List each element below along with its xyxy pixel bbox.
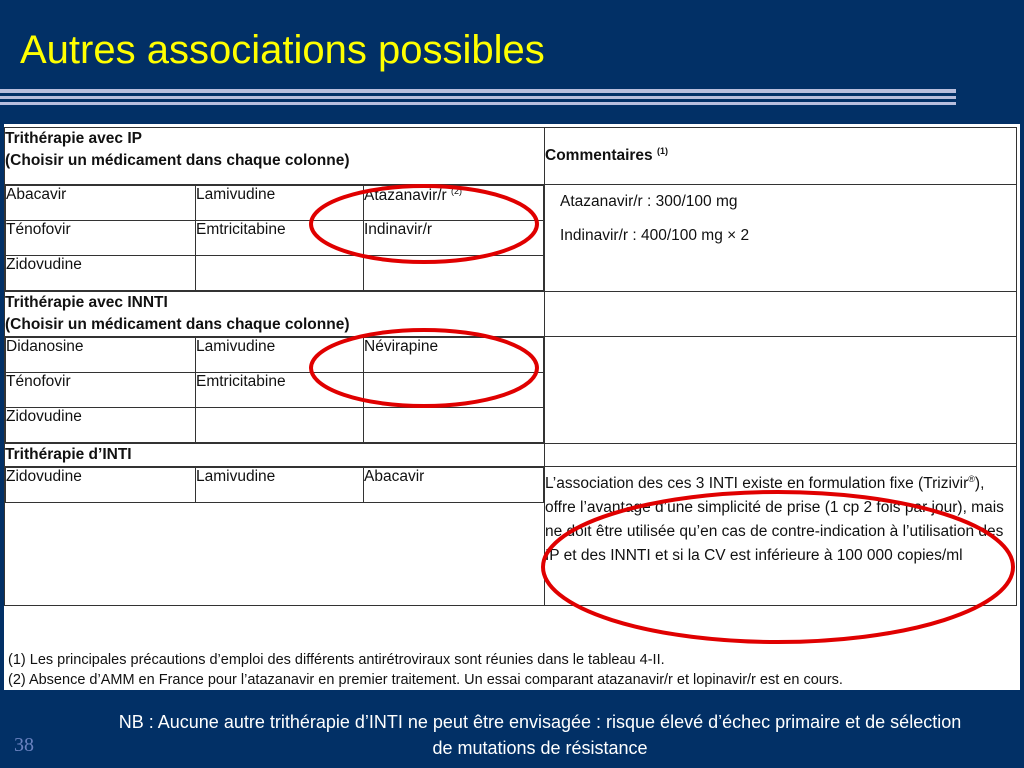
section-title: Trithérapie avec INNTI	[5, 294, 168, 311]
footnotes	[8, 650, 843, 690]
section-ip-body	[5, 185, 1017, 292]
drug-cell: Lamivudine	[196, 468, 364, 503]
footnote-ref: (2)	[451, 186, 463, 196]
drug-cell: Emtricitabine	[196, 373, 364, 408]
drug-cell: Ténofovir	[6, 221, 196, 256]
drug-cell: Atazanavir/r $^{(2)}$	[364, 186, 544, 221]
treatment-table	[4, 127, 1017, 606]
footnote: (2) Absence d’AMM en France pour l’atazanavir en premier traitement. Un essai comparant atazanavir/r et lopinavir/r est en cours.	[8, 672, 843, 688]
title-underline	[0, 89, 956, 105]
drug-cell: Abacavir	[6, 186, 196, 221]
table-row	[6, 186, 544, 221]
section-inti-body	[5, 467, 1017, 606]
table-row	[6, 408, 544, 443]
drug-cell: Zidovudine	[6, 468, 196, 503]
comments-header: Commentaires $^{(1)}$	[545, 128, 1017, 185]
table-row	[6, 338, 544, 373]
document-image	[4, 124, 1020, 690]
table-row	[6, 256, 544, 291]
drug-cell: Lamivudine	[196, 338, 364, 373]
drug-cell: Zidovudine	[6, 408, 196, 443]
table-row	[6, 221, 544, 256]
section-inti-header	[5, 444, 1017, 467]
slide-note: NB : Aucune autre trithérapie d’INTI ne peut être envisagée : risque élevé d’échec primaire et de sélection de mutations de résistance	[118, 712, 962, 758]
section-title: Trithérapie avec IP	[5, 130, 142, 147]
section-subtitle: (Choisir un médicament dans chaque colonne)	[5, 152, 350, 169]
section-innti-body	[5, 337, 1017, 444]
section-innti-header	[5, 292, 1017, 337]
footnote: (1) Les principales précautions d’emploi des différents antirétroviraux sont réunies dans le tableau 4-II.	[8, 652, 665, 668]
drug-cell: Didanosine	[6, 338, 196, 373]
drug-cell: Ténofovir	[6, 373, 196, 408]
drug-cell: Indinavir/r	[364, 221, 544, 256]
slide-title: Autres associations possibles	[20, 28, 545, 72]
footnote-ref: (1)	[657, 146, 668, 157]
section-title: Trithérapie d’INTI	[5, 446, 132, 463]
drug-cell: Abacavir	[364, 468, 544, 503]
table-row	[6, 373, 544, 408]
section-ip-header	[5, 128, 1017, 185]
drug-cell: Névirapine	[364, 338, 544, 373]
table-row	[6, 468, 544, 503]
comment-line: Atazanavir/r : 300/100 mg	[560, 193, 738, 210]
trizivir-comment: L’association des ces 3 INTI existe en formulation fixe (Trizivir®), offre l’avantage d’une simplicité de prise (1 cp 2 fois par jour), mais ne doit être utilisée qu’en cas de contre-indication à l’utilisation des IP et des INNTI et si la CV est inférieure à 100 000 copies/ml	[545, 467, 1017, 606]
page-number: 38	[14, 734, 34, 756]
section-subtitle: (Choisir un médicament dans chaque colonne)	[5, 316, 350, 333]
drug-cell: Emtricitabine	[196, 221, 364, 256]
comment-line: Indinavir/r : 400/100 mg × 2	[560, 227, 750, 244]
drug-cell: Lamivudine	[196, 186, 364, 221]
drug-cell: Zidovudine	[6, 256, 196, 291]
